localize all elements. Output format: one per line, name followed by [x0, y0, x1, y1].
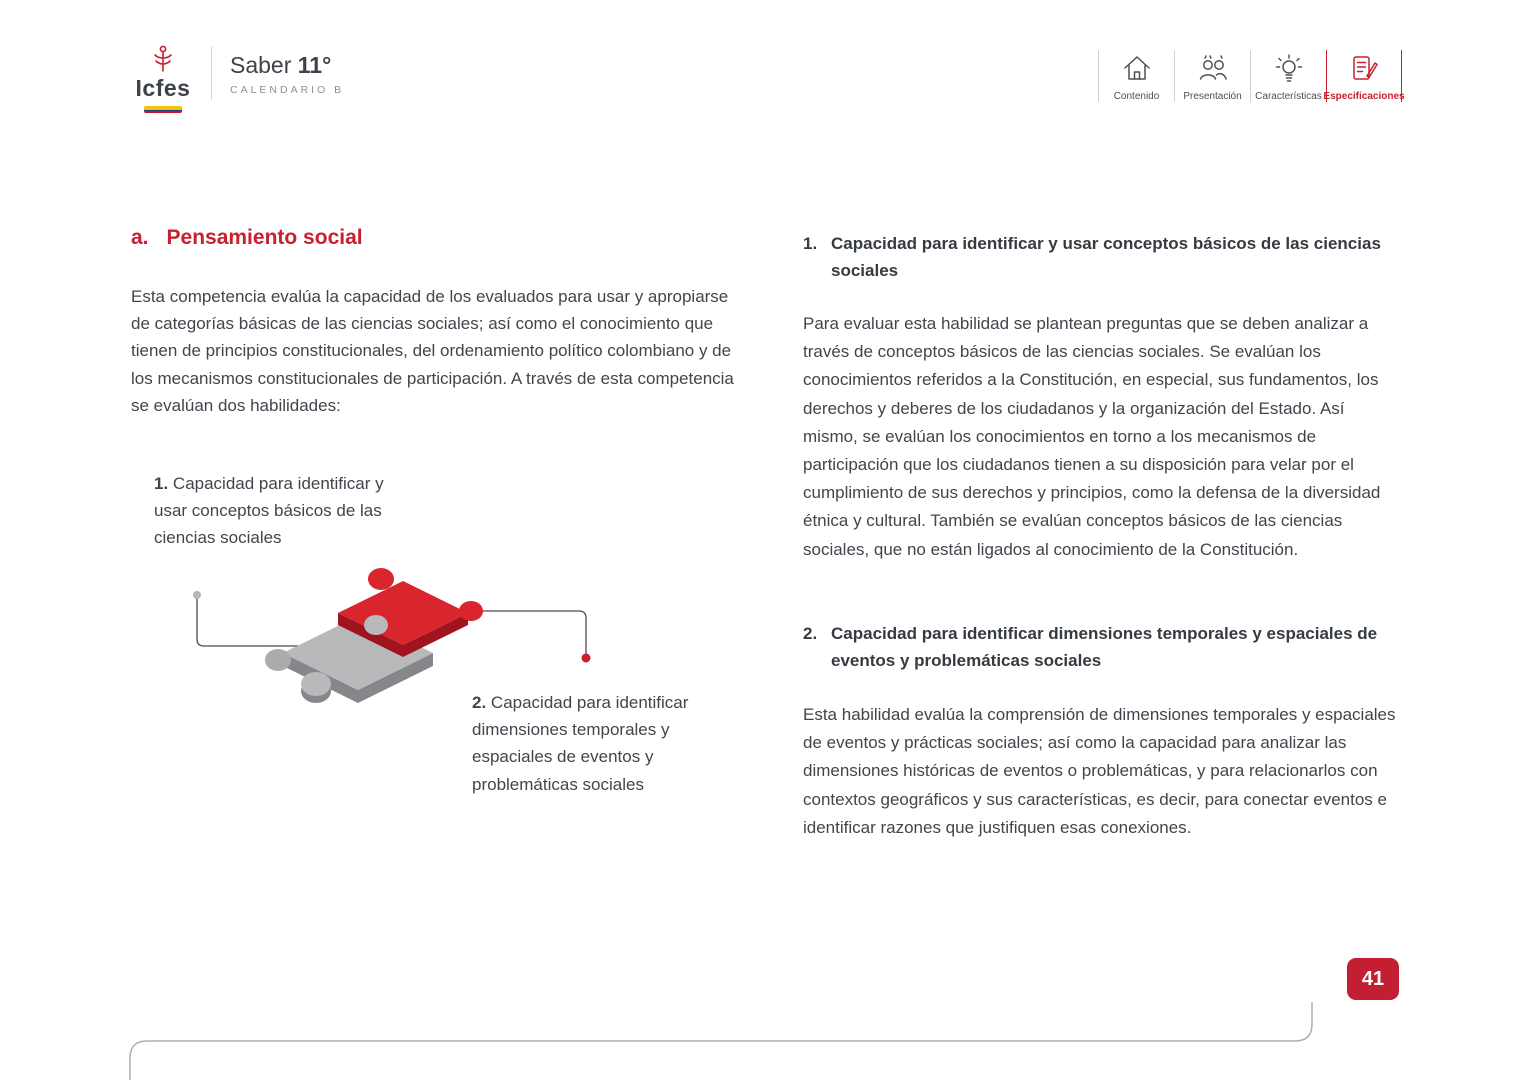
- saber-grade-number: 11°: [297, 52, 332, 78]
- nav-item-contenido[interactable]: [1098, 50, 1174, 102]
- right-heading-2-number: 2.: [803, 624, 818, 643]
- saber-subtitle: CALENDARIO B: [230, 84, 345, 96]
- home-icon: [1121, 52, 1153, 86]
- nav-label: Especificaciones: [1323, 91, 1405, 102]
- header-divider: [211, 46, 212, 100]
- connector-dot-red: [582, 654, 591, 663]
- ability-1-number: 1.: [154, 474, 169, 493]
- nav-label: Presentación: [1183, 91, 1242, 102]
- saber-title-block: [230, 44, 344, 96]
- lightbulb-icon: [1273, 52, 1305, 86]
- section-title: [131, 226, 363, 250]
- page-number-badge: [1347, 958, 1399, 1000]
- intro-paragraph: Esta competencia evalúa la capacidad de los evaluados para usar y apropiarse de categorías básicas de las ciencias sociales; así como el conocimiento que tienen de principios constitucionales, del ordenamiento político colombiano y de los mecanismos constitucionales de participación. A través de esta competencia se evalúan dos habilidades:: [131, 287, 734, 415]
- right-heading-1-number: 1.: [803, 234, 818, 253]
- section-title-text: Pensamiento social: [166, 226, 363, 249]
- right-heading-2-title: Capacidad para identificar dimensiones temporales y espaciales de eventos y problemáticas sociales: [831, 624, 1378, 671]
- top-navigation: [1098, 50, 1405, 102]
- nav-item-especificaciones[interactable]: [1323, 50, 1405, 102]
- ability-2-number: 2.: [472, 693, 487, 712]
- icfes-logo-text: Icfes: [135, 75, 191, 101]
- icfes-emblem-icon: [151, 44, 175, 74]
- ability-2-label: [472, 689, 714, 798]
- right-heading-1-title: Capacidad para identificar y usar conceptos básicos de las ciencias sociales: [831, 234, 1381, 281]
- nav-item-presentacion[interactable]: [1174, 50, 1250, 102]
- connector-dot-gray: [193, 591, 201, 599]
- ability-1-label: [154, 470, 392, 552]
- icfes-logo: [131, 44, 195, 113]
- spec-document-icon: [1348, 52, 1380, 86]
- right-body-2: Esta habilidad evalúa la comprensión de dimensiones temporales y espaciales de eventos y prácticas sociales; así como la capacidad para analizar las dimensiones históricas de eventos o problemáticas, y para relacionarlos con contextos geográficos y sus características, es decir, para conectar eventos e identificar razones que justifiquen esas conexiones.: [803, 705, 1396, 837]
- section-letter: a.: [131, 226, 149, 249]
- nav-item-caracteristicas[interactable]: [1250, 50, 1326, 102]
- page-number: 41: [1361, 967, 1385, 990]
- ability-2-text: Capacidad para identificar dimensiones temporales y espaciales de eventos y problemáticas sociales: [472, 693, 689, 794]
- nav-label: Contenido: [1113, 91, 1160, 102]
- right-heading-2: [803, 620, 1403, 674]
- right-body-1: Para evaluar esta habilidad se plantean preguntas que se deben analizar a través de conceptos básicos de las ciencias sociales. Se evalúan los conocimientos referidos a la Constitución, en especial, sus fundamentos, los derechos y deberes de los ciudadanos y la organización del Estado. Así mismo, se evalúan los conocimientos en torno a los mecanismos de participación que los ciudadanos tienen a su disposición para velar por el cumplimiento de sus derechos y principios, como la defensa de la diversidad étnica y cultural. También se evalúan conceptos básicos de las ciencias sociales, que no están ligados al conocimiento de la Constitución.: [803, 314, 1381, 559]
- saber-word: Saber: [230, 52, 292, 78]
- right-heading-1: [803, 230, 1403, 284]
- people-icon: [1197, 52, 1229, 86]
- ability-1-text: Capacidad para identificar y usar conceptos básicos de las ciencias sociales: [154, 474, 384, 548]
- saber-title: [230, 52, 344, 79]
- header-logo-block: [131, 44, 344, 113]
- colombia-flag-bar: [144, 106, 182, 113]
- nav-label: Características: [1255, 91, 1322, 102]
